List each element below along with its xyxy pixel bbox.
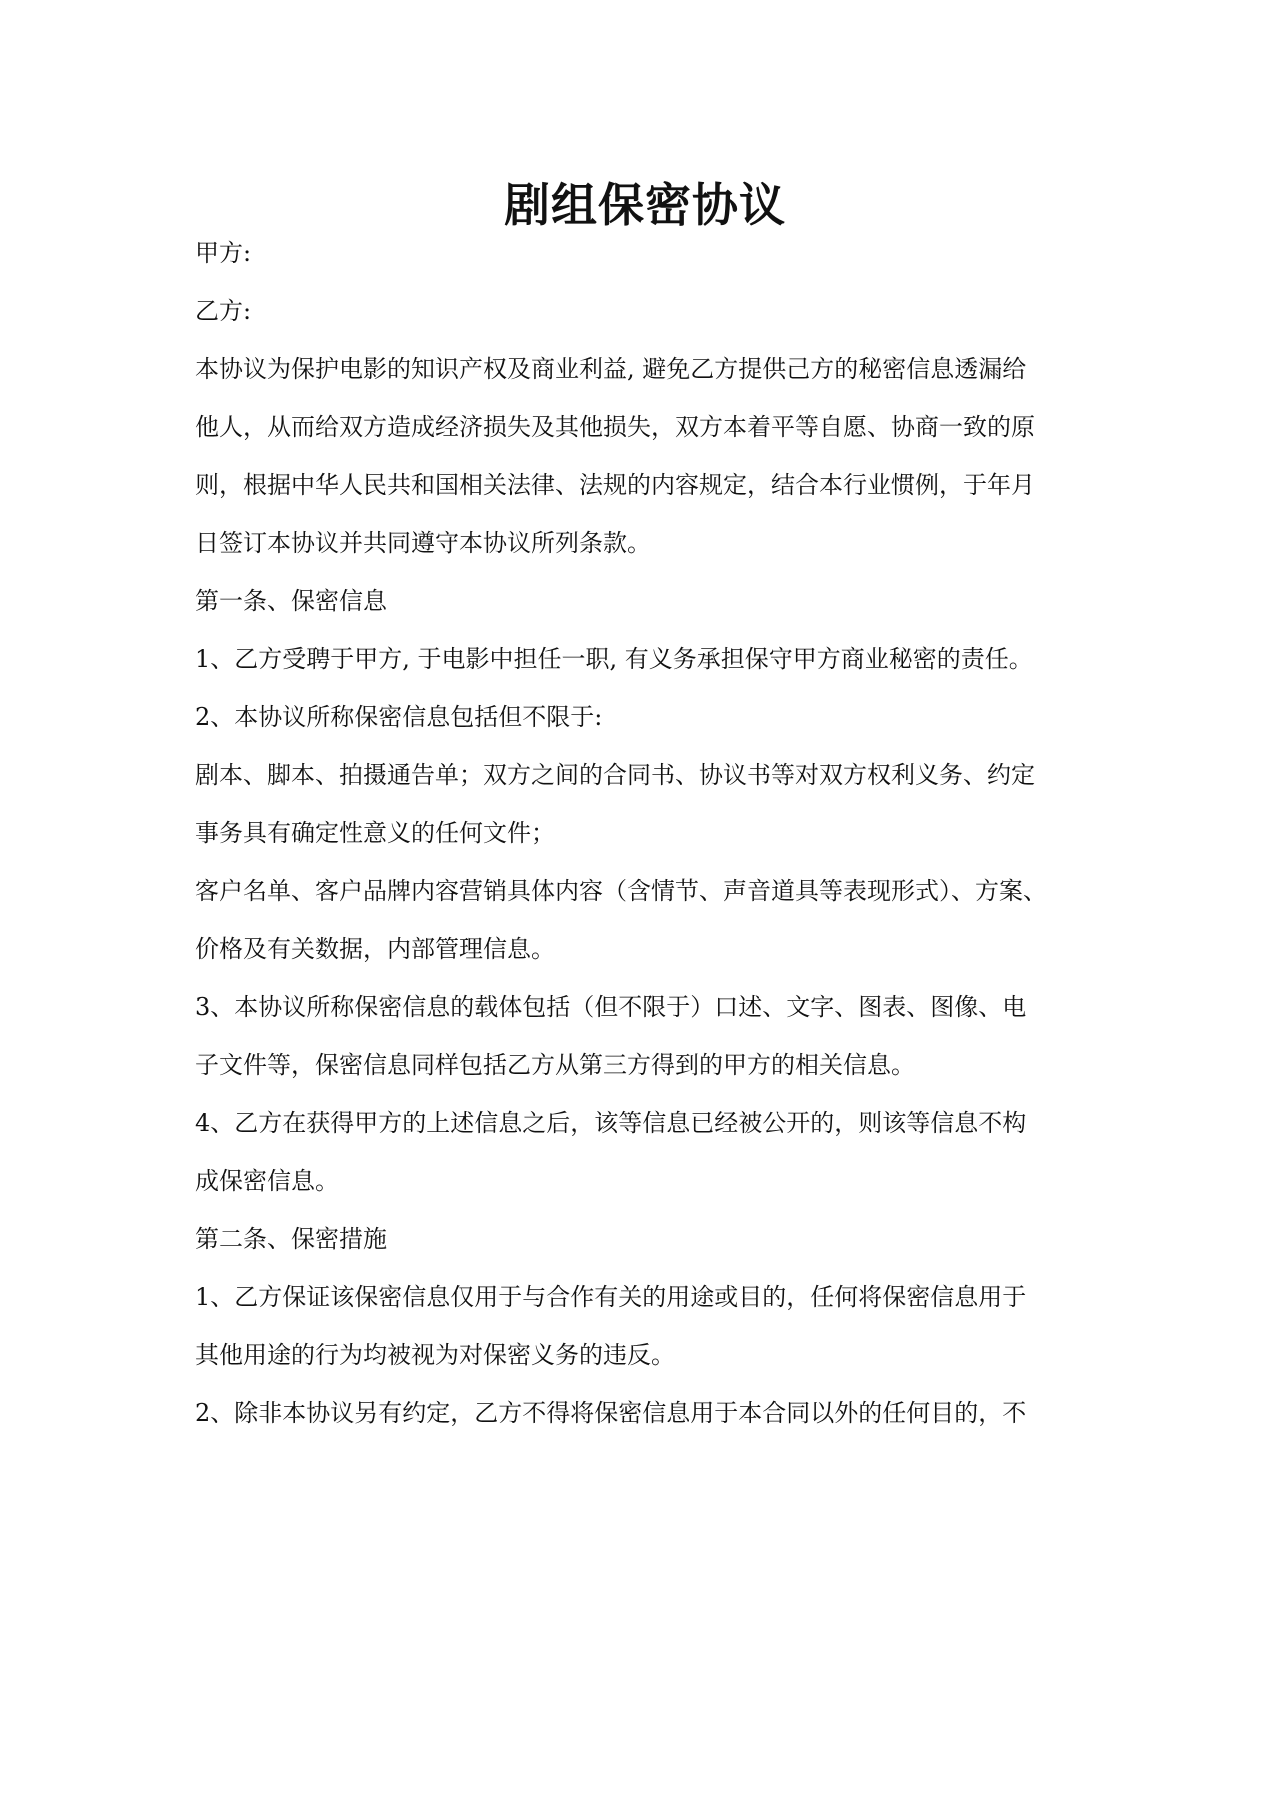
article-1-heading: 第一条、保密信息	[195, 587, 387, 615]
article-1-clause-4b: 成保密信息。	[195, 1167, 339, 1195]
party-b-line: 乙方:	[195, 297, 252, 325]
article-1-clause-3a: 3、本协议所称保密信息的载体包括（但不限于）口述、文字、图表、图像、电	[195, 993, 1027, 1021]
article-2-clause-1b: 其他用途的行为均被视为对保密义务的违反。	[195, 1341, 675, 1369]
document-title: 剧组保密协议	[504, 178, 786, 232]
article-1-clause-2: 2、本协议所称保密信息包括但不限于:	[195, 703, 603, 731]
article-1-clause-2-item-1a: 剧本、脚本、拍摄通告单；双方之间的合同书、协议书等对双方权利义务、约定	[195, 761, 1035, 789]
preamble-line-1: 本协议为保护电影的知识产权及商业利益, 避免乙方提供己方的秘密信息透漏给	[195, 355, 1027, 383]
article-2-heading: 第二条、保密措施	[195, 1225, 387, 1253]
article-2-clause-2a: 2、除非本协议另有约定，乙方不得将保密信息用于本合同以外的任何目的，不	[195, 1399, 1027, 1427]
document-page	[195, 0, 1095, 1810]
article-1-clause-2-item-1b: 事务具有确定性意义的任何文件；	[195, 819, 555, 847]
preamble-line-4: 日签订本协议并共同遵守本协议所列条款。	[195, 529, 651, 557]
party-a-line: 甲方:	[195, 239, 252, 267]
article-1-clause-1: 1、乙方受聘于甲方, 于电影中担任一职, 有义务承担保守甲方商业秘密的责任。	[195, 645, 1033, 673]
article-1-clause-2-item-2b: 价格及有关数据，内部管理信息。	[195, 935, 555, 963]
preamble-line-2: 他人，从而给双方造成经济损失及其他损失，双方本着平等自愿、协商一致的原	[195, 413, 1035, 441]
article-1-clause-4a: 4、乙方在获得甲方的上述信息之后，该等信息已经被公开的，则该等信息不构	[195, 1109, 1027, 1137]
article-2-clause-1a: 1、乙方保证该保密信息仅用于与合作有关的用途或目的，任何将保密信息用于	[195, 1283, 1027, 1311]
article-1-clause-3b: 子文件等，保密信息同样包括乙方从第三方得到的甲方的相关信息。	[195, 1051, 915, 1079]
article-1-clause-2-item-2a: 客户名单、客户品牌内容营销具体内容（含情节、声音道具等表现形式）、方案、	[195, 877, 1047, 905]
preamble-line-3: 则，根据中华人民共和国相关法律、法规的内容规定，结合本行业惯例，于年月	[195, 471, 1035, 499]
